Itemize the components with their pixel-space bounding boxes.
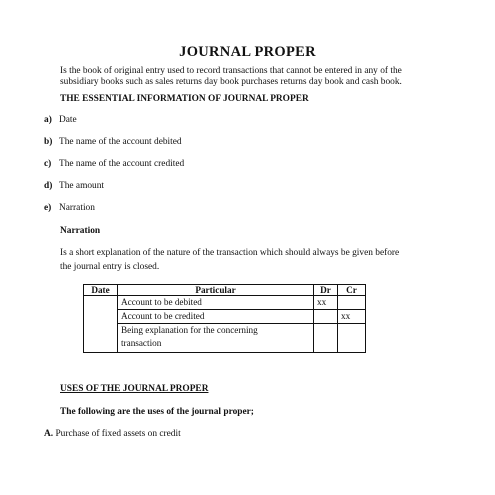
list-marker: b) [44,137,53,147]
list-item-text: The name of the account debited [59,137,182,147]
journal-table [83,284,366,353]
table-row [84,324,366,338]
dr-cell [314,310,338,324]
date-cell [84,296,118,353]
table-row [84,296,366,310]
essential-information-heading: THE ESSENTIAL INFORMATION OF JOURNAL PROPER [60,94,309,104]
list-item [44,159,184,169]
table-header-row [84,285,366,296]
particular-cell: transaction [118,337,314,353]
page-title: JOURNAL PROPER [179,44,316,60]
list-item-text: Purchase of fixed assets on credit [55,429,181,439]
particular-cell: Account to be debited [118,296,314,310]
header-dr: Dr [314,285,338,296]
header-cr: Cr [338,285,366,296]
list-item [44,203,95,213]
list-item-text: The name of the account credited [59,159,185,169]
list-item-text: Narration [59,203,95,213]
particular-cell: Account to be credited [118,310,314,324]
cr-cell [338,324,366,353]
list-marker: d) [44,181,53,191]
table-row [84,310,366,324]
cr-cell: xx [338,310,366,324]
narration-line-2: the journal entry is closed. [60,262,160,272]
cr-cell [338,296,366,310]
list-item-text: Date [59,115,77,125]
intro-line-2: subsidiary books such as sales returns day book purchases returns day book and cash book. [60,77,402,87]
list-marker: c) [44,159,52,169]
header-date: Date [84,285,118,296]
list-item [44,115,77,125]
list-item [44,137,182,147]
intro-line-1: Is the book of original entry used to record transactions that cannot be entered in any of the [60,66,402,76]
list-marker: e) [44,203,52,213]
list-marker: a) [44,115,52,125]
uses-heading: USES OF THE JOURNAL PROPER [60,384,209,394]
narration-line-1: Is a short explanation of the nature of the transaction which should always be given before [60,248,400,258]
list-item [44,181,104,191]
list-marker: A. [44,429,54,439]
particular-cell: Being explanation for the concerning [118,324,314,338]
dr-cell: xx [314,296,338,310]
list-item-text: The amount [59,181,105,191]
narration-heading: Narration [60,226,101,236]
list-item [44,429,181,439]
uses-subheading: The following are the uses of the journal proper; [60,407,254,417]
header-particular: Particular [118,285,314,296]
dr-cell [314,324,338,353]
